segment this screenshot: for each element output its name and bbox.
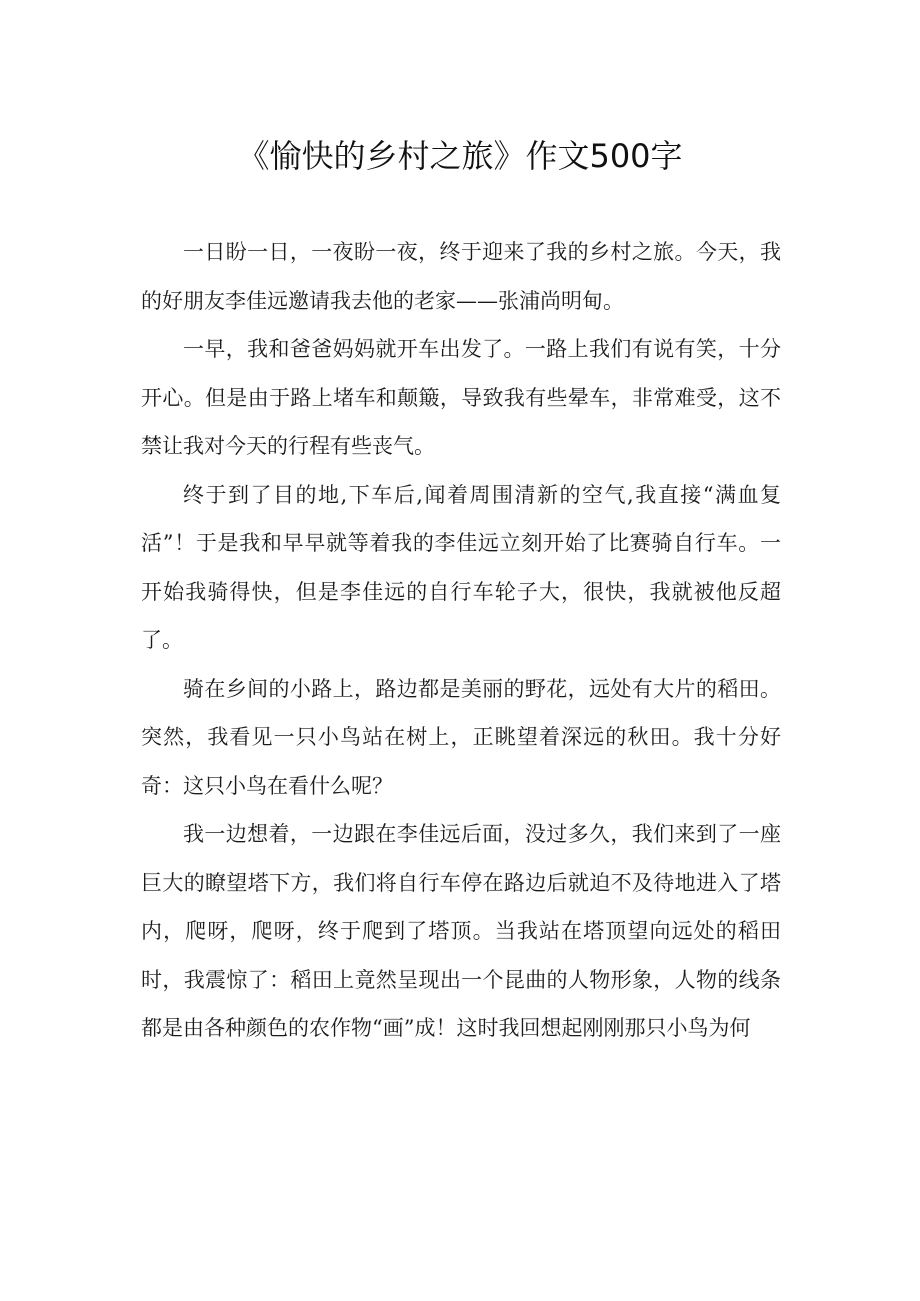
paragraph: 终于到了目的地,下车后,闻着周围清新的空气,我直接“满血复活”！于是我和早早就等着我的李佳远立刻开始了比赛骑自行车。一开始我骑得快，但是李佳远的自行车轮子大，很快，我就被他反超了。: [141, 482, 781, 652]
paragraph: 一早，我和爸爸妈妈就开车出发了。一路上我们有说有笑，十分开心。但是由于路上堵车和颠簸，导致我有些晕车，非常难受，这不禁让我对今天的行程有些丧气。: [141, 337, 781, 458]
paragraph: 我一边想着，一边跟在李佳远后面，没过多久，我们来到了一座巨大的瞭望塔下方，我们将自行车停在路边后就迫不及待地进入了塔内，爬呀，爬呀，终于爬到了塔顶。当我站在塔顶望向远处的稻田时，我震惊了：稻田上竟然呈现出一个昆曲的人物形象，人物的线条都是由各种颜色的农作物“画”成！这时我回想起刚刚那只小鸟为何: [141, 822, 781, 1040]
paragraph: 骑在乡间的小路上，路边都是美丽的野花，远处有大片的稻田。突然，我看见一只小鸟站在树上，正眺望着深远的秋田。我十分好奇：这只小鸟在看什么呢？: [141, 676, 781, 798]
paragraph: 一日盼一日，一夜盼一夜，终于迎来了我的乡村之旅。今天，我的好朋友李佳远邀请我去他的老家——张浦尚明甸。: [141, 240, 781, 313]
document-title: 《愉快的乡村之旅》作文500字: [237, 137, 683, 175]
essay-body: [141, 228, 781, 1053]
